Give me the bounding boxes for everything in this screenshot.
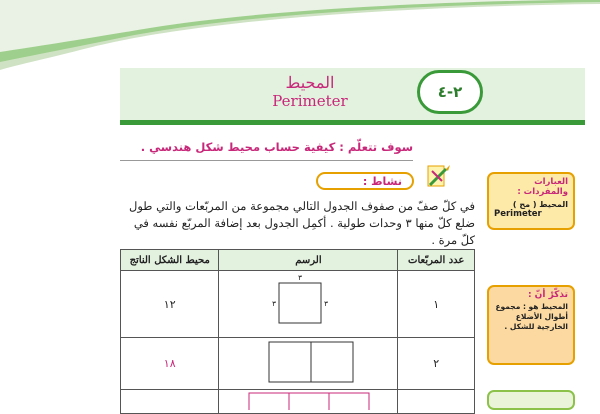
three-squares-drawing xyxy=(219,390,397,410)
learning-objective: سوف تتعلّم : كيفية حساب محيط شكل هندسي . xyxy=(140,140,413,154)
activity-pencil-icon xyxy=(424,163,452,191)
activity-label: نشاط : xyxy=(316,172,414,190)
header-perimeter: محيط الشكل الناتج xyxy=(121,250,219,271)
remember-box xyxy=(487,285,575,365)
table-row xyxy=(121,390,475,414)
count-cell: ١ xyxy=(398,271,475,338)
drawing-cell xyxy=(219,390,398,414)
next-side-box xyxy=(487,390,575,410)
count-cell: ٢ xyxy=(398,338,475,390)
perimeter-table xyxy=(120,249,475,414)
remember-title: تذكّرْ أنّ : xyxy=(527,290,568,300)
side-label-left: ٣ xyxy=(272,300,277,308)
lesson-number-badge: ٢-٤ xyxy=(417,70,483,114)
perimeter-cell xyxy=(121,390,219,414)
side-label-right: ٣ xyxy=(324,300,329,308)
perimeter-cell: ١٨ xyxy=(121,338,219,390)
vocabulary-title: العبارات والمفردات : xyxy=(517,177,568,197)
remember-text: المحيط هو : مجموع أطوال الأضلاع الخارجية للشكل . xyxy=(495,302,568,331)
activity-instructions: في كلّ صفّ من صفوف الجدول التالي مجموعة من المربّعات والتي طول ضلع كلّ منها ٣ وحدات طولية . أكمِل الجدول بعد إضافة المربّع نفسه في كلّ مرة . xyxy=(129,199,475,247)
vocabulary-box xyxy=(487,172,575,230)
table-header-row xyxy=(121,250,475,271)
count-cell xyxy=(398,390,475,414)
drawing-cell xyxy=(219,338,398,390)
two-squares-drawing xyxy=(219,338,397,386)
one-square-drawing xyxy=(219,271,397,334)
table-row xyxy=(121,338,475,390)
header-count: عدد المربّعات xyxy=(398,250,475,271)
objective-divider xyxy=(120,160,413,161)
table-row xyxy=(121,271,475,338)
header-drawing: الرسم xyxy=(219,250,398,271)
lesson-title-english: Perimeter xyxy=(272,92,348,110)
vocabulary-term-arabic: المحيط ( مح ) xyxy=(512,200,568,209)
vocabulary-term-english: Perimeter xyxy=(494,209,542,219)
decorative-swoosh xyxy=(0,0,600,70)
lesson-title-arabic: المحيط xyxy=(285,73,335,92)
side-label-top: ٣ xyxy=(298,274,303,282)
perimeter-cell: ١٢ xyxy=(121,271,219,338)
drawing-cell xyxy=(219,271,398,338)
